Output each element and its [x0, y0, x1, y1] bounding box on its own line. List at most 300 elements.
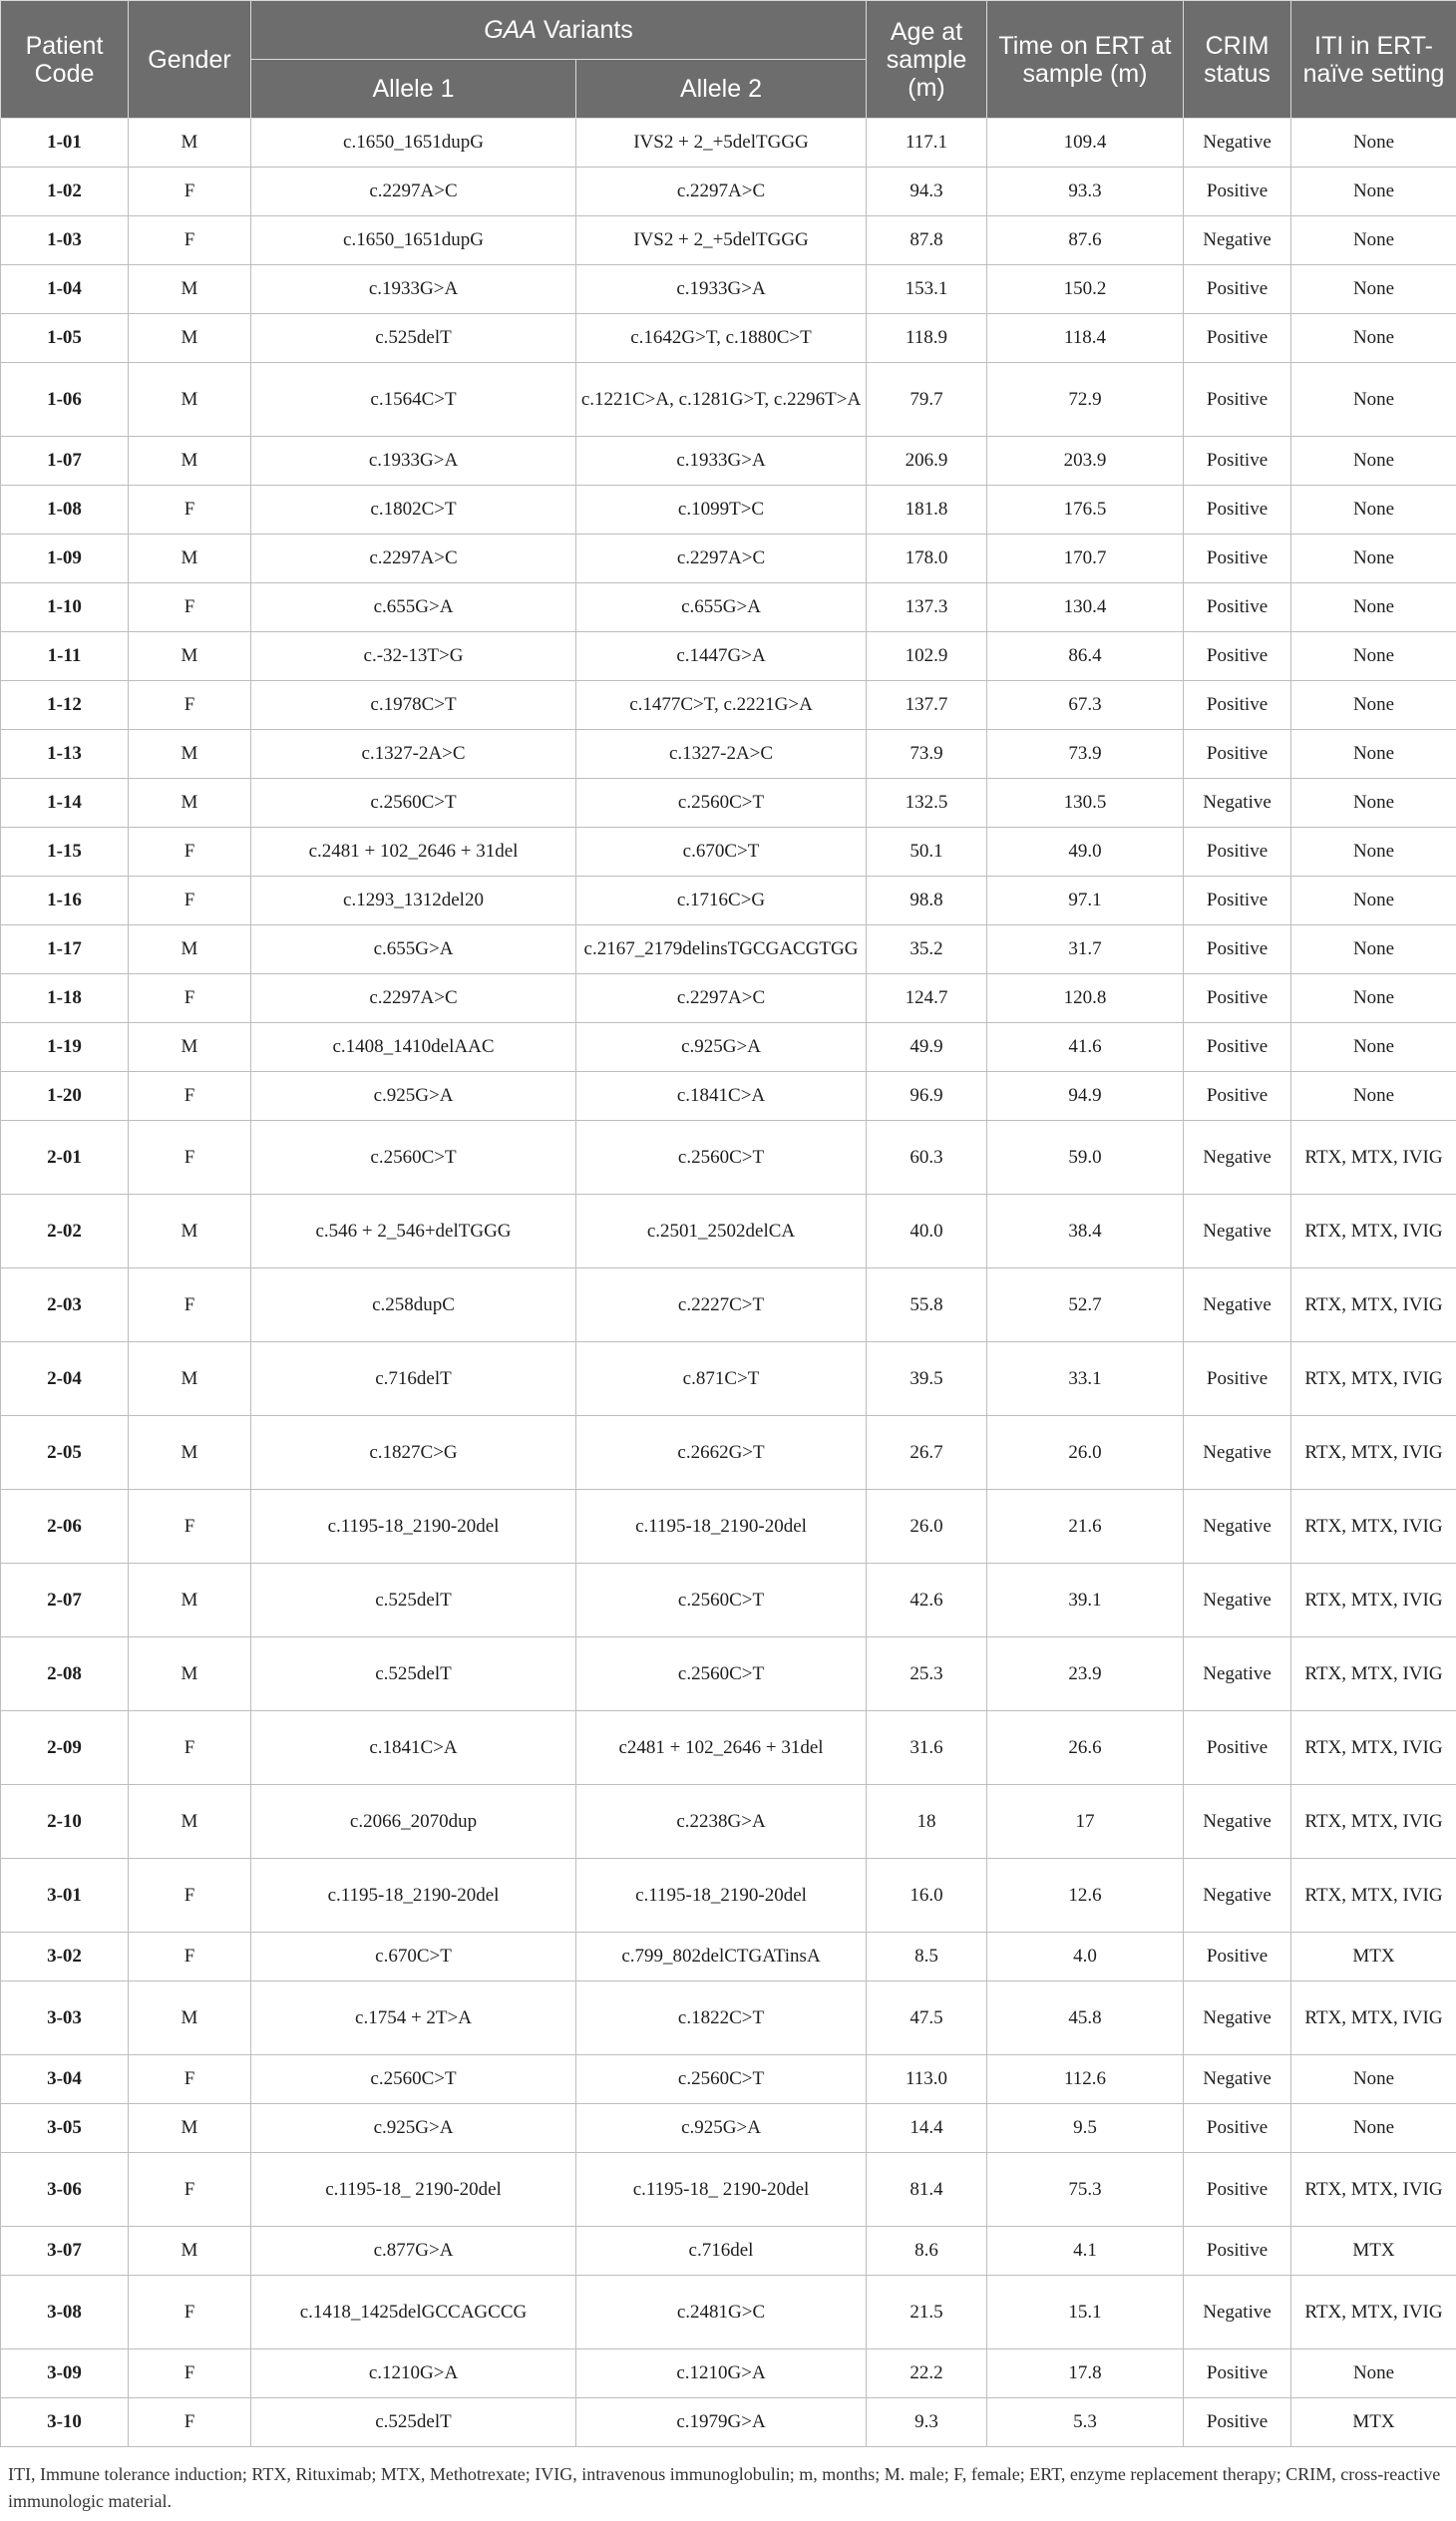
cell-crim-status: Negative — [1184, 1859, 1291, 1933]
cell-time-on-ert: 109.4 — [987, 119, 1184, 168]
cell-allele-1: c.655G>A — [251, 925, 576, 974]
cell-allele-1: c.525delT — [251, 314, 576, 363]
cell-iti: None — [1291, 363, 1456, 437]
cell-patient-code: 1-10 — [1, 583, 129, 632]
col-header-gaa-variants — [251, 1, 867, 60]
table-row — [1, 1121, 1456, 1195]
cell-age-at-sample: 96.9 — [867, 1072, 987, 1121]
cell-patient-code: 1-06 — [1, 363, 129, 437]
cell-time-on-ert: 17 — [987, 1785, 1184, 1859]
cell-gender: M — [129, 730, 251, 779]
cell-age-at-sample: 22.2 — [867, 2349, 987, 2398]
cell-iti: None — [1291, 632, 1456, 681]
cell-allele-2: c.2560C>T — [576, 1121, 867, 1195]
cell-allele-2: c.670C>T — [576, 828, 867, 877]
cell-patient-code: 2-10 — [1, 1785, 129, 1859]
cell-age-at-sample: 60.3 — [867, 1121, 987, 1195]
cell-time-on-ert: 4.0 — [987, 1933, 1184, 1981]
cell-crim-status: Negative — [1184, 2055, 1291, 2104]
cell-crim-status: Negative — [1184, 1637, 1291, 1711]
cell-allele-1: c.716delT — [251, 1342, 576, 1416]
cell-age-at-sample: 81.4 — [867, 2153, 987, 2227]
cell-allele-1: c.1933G>A — [251, 265, 576, 314]
table-row — [1, 1072, 1456, 1121]
cell-age-at-sample: 79.7 — [867, 363, 987, 437]
cell-allele-2: c.1099T>C — [576, 486, 867, 535]
cell-age-at-sample: 102.9 — [867, 632, 987, 681]
cell-crim-status: Negative — [1184, 1785, 1291, 1859]
cell-gender: F — [129, 2276, 251, 2349]
cell-age-at-sample: 21.5 — [867, 2276, 987, 2349]
cell-gender: M — [129, 1342, 251, 1416]
cell-allele-2: c.1221C>A, c.1281G>T, c.2296T>A — [576, 363, 867, 437]
table-row — [1, 877, 1456, 925]
cell-allele-1: c.2297A>C — [251, 535, 576, 583]
cell-patient-code: 1-03 — [1, 216, 129, 265]
cell-allele-1: c.1195-18_2190-20del — [251, 1859, 576, 1933]
table-row — [1, 2153, 1456, 2227]
cell-gender: M — [129, 119, 251, 168]
table-row — [1, 1342, 1456, 1416]
table-row — [1, 535, 1456, 583]
cell-allele-2: c.1979G>A — [576, 2398, 867, 2447]
cell-allele-2: c.1327-2A>C — [576, 730, 867, 779]
cell-patient-code: 1-17 — [1, 925, 129, 974]
cell-age-at-sample: 35.2 — [867, 925, 987, 974]
cell-gender: M — [129, 1785, 251, 1859]
cell-time-on-ert: 67.3 — [987, 681, 1184, 730]
cell-patient-code: 2-07 — [1, 1564, 129, 1637]
cell-allele-2: c.2297A>C — [576, 974, 867, 1023]
cell-time-on-ert: 38.4 — [987, 1195, 1184, 1268]
cell-patient-code: 1-14 — [1, 779, 129, 828]
cell-iti: None — [1291, 681, 1456, 730]
cell-iti: RTX, MTX, IVIG — [1291, 1195, 1456, 1268]
cell-allele-2: c.655G>A — [576, 583, 867, 632]
cell-patient-code: 2-01 — [1, 1121, 129, 1195]
cell-iti: RTX, MTX, IVIG — [1291, 1637, 1456, 1711]
cell-iti: MTX — [1291, 2398, 1456, 2447]
cell-age-at-sample: 94.3 — [867, 168, 987, 216]
cell-allele-2: c.1822C>T — [576, 1981, 867, 2055]
cell-iti: RTX, MTX, IVIG — [1291, 1342, 1456, 1416]
cell-age-at-sample: 40.0 — [867, 1195, 987, 1268]
col-header-gender: Gender — [129, 1, 251, 119]
cell-iti: None — [1291, 119, 1456, 168]
cell-allele-2: c.1642G>T, c.1880C>T — [576, 314, 867, 363]
cell-age-at-sample: 117.1 — [867, 119, 987, 168]
table-row — [1, 828, 1456, 877]
cell-gender: F — [129, 486, 251, 535]
cell-allele-1: c.2297A>C — [251, 168, 576, 216]
cell-age-at-sample: 39.5 — [867, 1342, 987, 1416]
cell-gender: M — [129, 1637, 251, 1711]
cell-age-at-sample: 25.3 — [867, 1637, 987, 1711]
cell-iti: RTX, MTX, IVIG — [1291, 1564, 1456, 1637]
cell-time-on-ert: 170.7 — [987, 535, 1184, 583]
cell-time-on-ert: 49.0 — [987, 828, 1184, 877]
cell-allele-1: c.1564C>T — [251, 363, 576, 437]
cell-age-at-sample: 14.4 — [867, 2104, 987, 2153]
cell-age-at-sample: 8.6 — [867, 2227, 987, 2276]
cell-age-at-sample: 124.7 — [867, 974, 987, 1023]
cell-allele-1: c.925G>A — [251, 1072, 576, 1121]
cell-age-at-sample: 26.0 — [867, 1490, 987, 1564]
cell-gender: F — [129, 1121, 251, 1195]
table-row — [1, 2349, 1456, 2398]
cell-age-at-sample: 31.6 — [867, 1711, 987, 1785]
cell-crim-status: Positive — [1184, 2398, 1291, 2447]
cell-allele-2: c.925G>A — [576, 2104, 867, 2153]
cell-gender: M — [129, 1564, 251, 1637]
cell-allele-1: c.1327-2A>C — [251, 730, 576, 779]
cell-allele-1: c.258dupC — [251, 1268, 576, 1342]
cell-iti: RTX, MTX, IVIG — [1291, 1416, 1456, 1490]
cell-iti: None — [1291, 168, 1456, 216]
cell-time-on-ert: 4.1 — [987, 2227, 1184, 2276]
cell-crim-status: Positive — [1184, 2104, 1291, 2153]
cell-crim-status: Negative — [1184, 1490, 1291, 1564]
cell-crim-status: Positive — [1184, 437, 1291, 486]
cell-crim-status: Positive — [1184, 363, 1291, 437]
cell-iti: None — [1291, 2055, 1456, 2104]
table-row — [1, 1933, 1456, 1981]
cell-crim-status: Negative — [1184, 2276, 1291, 2349]
cell-time-on-ert: 33.1 — [987, 1342, 1184, 1416]
cell-allele-2: c.2560C>T — [576, 779, 867, 828]
cell-age-at-sample: 9.3 — [867, 2398, 987, 2447]
cell-crim-status: Positive — [1184, 1072, 1291, 1121]
cell-patient-code: 1-15 — [1, 828, 129, 877]
cell-age-at-sample: 8.5 — [867, 1933, 987, 1981]
cell-allele-1: c.1210G>A — [251, 2349, 576, 2398]
cell-time-on-ert: 73.9 — [987, 730, 1184, 779]
cell-age-at-sample: 137.3 — [867, 583, 987, 632]
cell-patient-code: 1-16 — [1, 877, 129, 925]
cell-allele-1: c.-32-13T>G — [251, 632, 576, 681]
cell-patient-code: 3-04 — [1, 2055, 129, 2104]
cell-age-at-sample: 206.9 — [867, 437, 987, 486]
cell-crim-status: Positive — [1184, 877, 1291, 925]
cell-gender: M — [129, 2104, 251, 2153]
cell-time-on-ert: 118.4 — [987, 314, 1184, 363]
cell-patient-code: 2-09 — [1, 1711, 129, 1785]
cell-allele-2: c.2227C>T — [576, 1268, 867, 1342]
table-row — [1, 583, 1456, 632]
cell-allele-2: c.1477C>T, c.2221G>A — [576, 681, 867, 730]
table-row — [1, 437, 1456, 486]
cell-time-on-ert: 97.1 — [987, 877, 1184, 925]
cell-gender: M — [129, 1195, 251, 1268]
cell-iti: None — [1291, 925, 1456, 974]
cell-time-on-ert: 120.8 — [987, 974, 1184, 1023]
cell-gender: M — [129, 363, 251, 437]
cell-allele-2: c.716del — [576, 2227, 867, 2276]
cell-age-at-sample: 49.9 — [867, 1023, 987, 1072]
cell-age-at-sample: 42.6 — [867, 1564, 987, 1637]
cell-patient-code: 2-03 — [1, 1268, 129, 1342]
cell-iti: RTX, MTX, IVIG — [1291, 1859, 1456, 1933]
cell-allele-1: c.2481 + 102_2646 + 31del — [251, 828, 576, 877]
cell-iti: None — [1291, 437, 1456, 486]
table-row — [1, 1859, 1456, 1933]
cell-allele-1: c.670C>T — [251, 1933, 576, 1981]
cell-time-on-ert: 130.4 — [987, 583, 1184, 632]
table-row — [1, 216, 1456, 265]
cell-time-on-ert: 41.6 — [987, 1023, 1184, 1072]
cell-patient-code: 1-18 — [1, 974, 129, 1023]
cell-iti: MTX — [1291, 1933, 1456, 1981]
cell-allele-1: c.925G>A — [251, 2104, 576, 2153]
table-row — [1, 1637, 1456, 1711]
cell-iti: RTX, MTX, IVIG — [1291, 1268, 1456, 1342]
cell-crim-status: Negative — [1184, 1268, 1291, 1342]
cell-allele-1: c.2560C>T — [251, 779, 576, 828]
cell-allele-1: c.655G>A — [251, 583, 576, 632]
cell-gender: M — [129, 437, 251, 486]
cell-allele-2: c.1716C>G — [576, 877, 867, 925]
cell-gender: M — [129, 2227, 251, 2276]
cell-age-at-sample: 47.5 — [867, 1981, 987, 2055]
cell-patient-code: 2-05 — [1, 1416, 129, 1490]
cell-age-at-sample: 178.0 — [867, 535, 987, 583]
cell-iti: None — [1291, 486, 1456, 535]
cell-time-on-ert: 86.4 — [987, 632, 1184, 681]
cell-allele-2: c.2297A>C — [576, 168, 867, 216]
cell-crim-status: Negative — [1184, 1416, 1291, 1490]
cell-time-on-ert: 93.3 — [987, 168, 1184, 216]
cell-crim-status: Positive — [1184, 486, 1291, 535]
cell-allele-1: c.1408_1410delAAC — [251, 1023, 576, 1072]
table-row — [1, 168, 1456, 216]
cell-patient-code: 1-20 — [1, 1072, 129, 1121]
cell-patient-code: 3-06 — [1, 2153, 129, 2227]
table-header — [1, 1, 1456, 119]
cell-allele-2: c.1933G>A — [576, 437, 867, 486]
cell-crim-status: Positive — [1184, 535, 1291, 583]
cell-iti: RTX, MTX, IVIG — [1291, 1981, 1456, 2055]
cell-crim-status: Positive — [1184, 1342, 1291, 1416]
cell-gender: M — [129, 1981, 251, 2055]
cell-iti: None — [1291, 265, 1456, 314]
cell-crim-status: Negative — [1184, 119, 1291, 168]
cell-gender: F — [129, 1072, 251, 1121]
cell-allele-1: c.1195-18_2190-20del — [251, 1490, 576, 1564]
cell-gender: F — [129, 1933, 251, 1981]
cell-crim-status: Positive — [1184, 1711, 1291, 1785]
col-header-allele-1: Allele 1 — [251, 60, 576, 119]
cell-allele-1: c.525delT — [251, 1637, 576, 1711]
cell-age-at-sample: 50.1 — [867, 828, 987, 877]
table-row — [1, 730, 1456, 779]
cell-allele-2: c.1195-18_ 2190-20del — [576, 2153, 867, 2227]
cell-time-on-ert: 23.9 — [987, 1637, 1184, 1711]
cell-allele-1: c.2297A>C — [251, 974, 576, 1023]
cell-allele-1: c.2560C>T — [251, 1121, 576, 1195]
cell-allele-1: c.546 + 2_546+delTGGG — [251, 1195, 576, 1268]
table-row — [1, 1023, 1456, 1072]
table-row — [1, 2398, 1456, 2447]
cell-crim-status: Negative — [1184, 1195, 1291, 1268]
cell-allele-2: c.2560C>T — [576, 1637, 867, 1711]
cell-time-on-ert: 94.9 — [987, 1072, 1184, 1121]
cell-patient-code: 1-02 — [1, 168, 129, 216]
table-row — [1, 1711, 1456, 1785]
cell-age-at-sample: 113.0 — [867, 2055, 987, 2104]
table-row — [1, 1785, 1456, 1859]
cell-crim-status: Positive — [1184, 828, 1291, 877]
cell-crim-status: Positive — [1184, 2227, 1291, 2276]
cell-allele-2: c.1210G>A — [576, 2349, 867, 2398]
cell-gender: F — [129, 681, 251, 730]
cell-patient-code: 3-07 — [1, 2227, 129, 2276]
table-row — [1, 265, 1456, 314]
cell-patient-code: 2-04 — [1, 1342, 129, 1416]
cell-time-on-ert: 26.0 — [987, 1416, 1184, 1490]
cell-allele-2: c.1195-18_2190-20del — [576, 1859, 867, 1933]
cell-crim-status: Positive — [1184, 730, 1291, 779]
cell-patient-code: 2-02 — [1, 1195, 129, 1268]
cell-allele-2: c.2167_2179delinsTGCGACGTGG — [576, 925, 867, 974]
cell-allele-2: c.1933G>A — [576, 265, 867, 314]
cell-patient-code: 2-08 — [1, 1637, 129, 1711]
cell-allele-2: IVS2 + 2_+5delTGGG — [576, 216, 867, 265]
cell-allele-1: c.2066_2070dup — [251, 1785, 576, 1859]
cell-patient-code: 1-12 — [1, 681, 129, 730]
cell-allele-1: c.2560C>T — [251, 2055, 576, 2104]
cell-time-on-ert: 150.2 — [987, 265, 1184, 314]
cell-patient-code: 1-04 — [1, 265, 129, 314]
cell-allele-1: c.1841C>A — [251, 1711, 576, 1785]
cell-time-on-ert: 26.6 — [987, 1711, 1184, 1785]
cell-patient-code: 1-07 — [1, 437, 129, 486]
cell-age-at-sample: 73.9 — [867, 730, 987, 779]
cell-iti: RTX, MTX, IVIG — [1291, 1711, 1456, 1785]
cell-gender: F — [129, 877, 251, 925]
cell-allele-1: c.1827C>G — [251, 1416, 576, 1490]
cell-allele-2: c.799_802delCTGATinsA — [576, 1933, 867, 1981]
table-row — [1, 1490, 1456, 1564]
cell-gender: F — [129, 1859, 251, 1933]
variants-label: Variants — [537, 16, 633, 44]
cell-iti: None — [1291, 1072, 1456, 1121]
col-header-time-on-ert: Time on ERT at sample (m) — [987, 1, 1184, 119]
cell-patient-code: 1-19 — [1, 1023, 129, 1072]
table-row — [1, 486, 1456, 535]
cell-iti: MTX — [1291, 2227, 1456, 2276]
table-row — [1, 2227, 1456, 2276]
cell-gender: F — [129, 2349, 251, 2398]
cell-allele-1: c.877G>A — [251, 2227, 576, 2276]
cell-time-on-ert: 17.8 — [987, 2349, 1184, 2398]
cell-crim-status: Positive — [1184, 2349, 1291, 2398]
cell-gender: F — [129, 1268, 251, 1342]
cell-crim-status: Positive — [1184, 168, 1291, 216]
table-row — [1, 779, 1456, 828]
cell-age-at-sample: 26.7 — [867, 1416, 987, 1490]
cell-time-on-ert: 52.7 — [987, 1268, 1184, 1342]
cell-gender: M — [129, 314, 251, 363]
cell-patient-code: 1-11 — [1, 632, 129, 681]
cell-crim-status: Positive — [1184, 974, 1291, 1023]
cell-crim-status: Positive — [1184, 925, 1291, 974]
cell-time-on-ert: 176.5 — [987, 486, 1184, 535]
cell-age-at-sample: 181.8 — [867, 486, 987, 535]
cell-gender: F — [129, 168, 251, 216]
cell-gender: F — [129, 974, 251, 1023]
table-row — [1, 1268, 1456, 1342]
cell-patient-code: 2-06 — [1, 1490, 129, 1564]
table-row — [1, 363, 1456, 437]
cell-gender: F — [129, 2398, 251, 2447]
table-row — [1, 119, 1456, 168]
col-header-iti: ITI in ERT-naïve setting — [1291, 1, 1456, 119]
table-row — [1, 2055, 1456, 2104]
cell-crim-status: Positive — [1184, 632, 1291, 681]
cell-iti: RTX, MTX, IVIG — [1291, 2276, 1456, 2349]
cell-patient-code: 3-02 — [1, 1933, 129, 1981]
cell-time-on-ert: 39.1 — [987, 1564, 1184, 1637]
cell-crim-status: Positive — [1184, 681, 1291, 730]
cell-allele-2: c.2662G>T — [576, 1416, 867, 1490]
cell-gender: M — [129, 1023, 251, 1072]
table-row — [1, 2276, 1456, 2349]
cell-iti: None — [1291, 535, 1456, 583]
cell-patient-code: 3-09 — [1, 2349, 129, 2398]
cell-age-at-sample: 132.5 — [867, 779, 987, 828]
cell-patient-code: 3-01 — [1, 1859, 129, 1933]
cell-crim-status: Positive — [1184, 265, 1291, 314]
cell-crim-status: Positive — [1184, 1023, 1291, 1072]
cell-crim-status: Positive — [1184, 2153, 1291, 2227]
cell-crim-status: Positive — [1184, 1933, 1291, 1981]
table-row — [1, 1195, 1456, 1268]
cell-allele-2: c.1841C>A — [576, 1072, 867, 1121]
cell-iti: RTX, MTX, IVIG — [1291, 1785, 1456, 1859]
table-row — [1, 681, 1456, 730]
cell-iti: RTX, MTX, IVIG — [1291, 1121, 1456, 1195]
cell-iti: None — [1291, 216, 1456, 265]
cell-allele-1: c.1754 + 2T>A — [251, 1981, 576, 2055]
cell-crim-status: Negative — [1184, 1564, 1291, 1637]
cell-patient-code: 3-03 — [1, 1981, 129, 2055]
cell-allele-1: c.525delT — [251, 2398, 576, 2447]
cell-time-on-ert: 75.3 — [987, 2153, 1184, 2227]
cell-allele-1: c.525delT — [251, 1564, 576, 1637]
cell-iti: None — [1291, 314, 1456, 363]
cell-gender: F — [129, 2153, 251, 2227]
cell-time-on-ert: 87.6 — [987, 216, 1184, 265]
cell-allele-1: c.1293_1312del20 — [251, 877, 576, 925]
table-row — [1, 925, 1456, 974]
cell-iti: None — [1291, 2104, 1456, 2153]
cell-patient-code: 1-13 — [1, 730, 129, 779]
cell-time-on-ert: 12.6 — [987, 1859, 1184, 1933]
cell-time-on-ert: 45.8 — [987, 1981, 1184, 2055]
cell-crim-status: Positive — [1184, 314, 1291, 363]
cell-patient-code: 1-05 — [1, 314, 129, 363]
cell-time-on-ert: 59.0 — [987, 1121, 1184, 1195]
cell-allele-2: c.2481G>C — [576, 2276, 867, 2349]
cell-time-on-ert: 130.5 — [987, 779, 1184, 828]
cell-iti: None — [1291, 730, 1456, 779]
table-row — [1, 314, 1456, 363]
cell-allele-2: c.925G>A — [576, 1023, 867, 1072]
cell-age-at-sample: 98.8 — [867, 877, 987, 925]
cell-age-at-sample: 16.0 — [867, 1859, 987, 1933]
cell-gender: F — [129, 2055, 251, 2104]
cell-age-at-sample: 137.7 — [867, 681, 987, 730]
